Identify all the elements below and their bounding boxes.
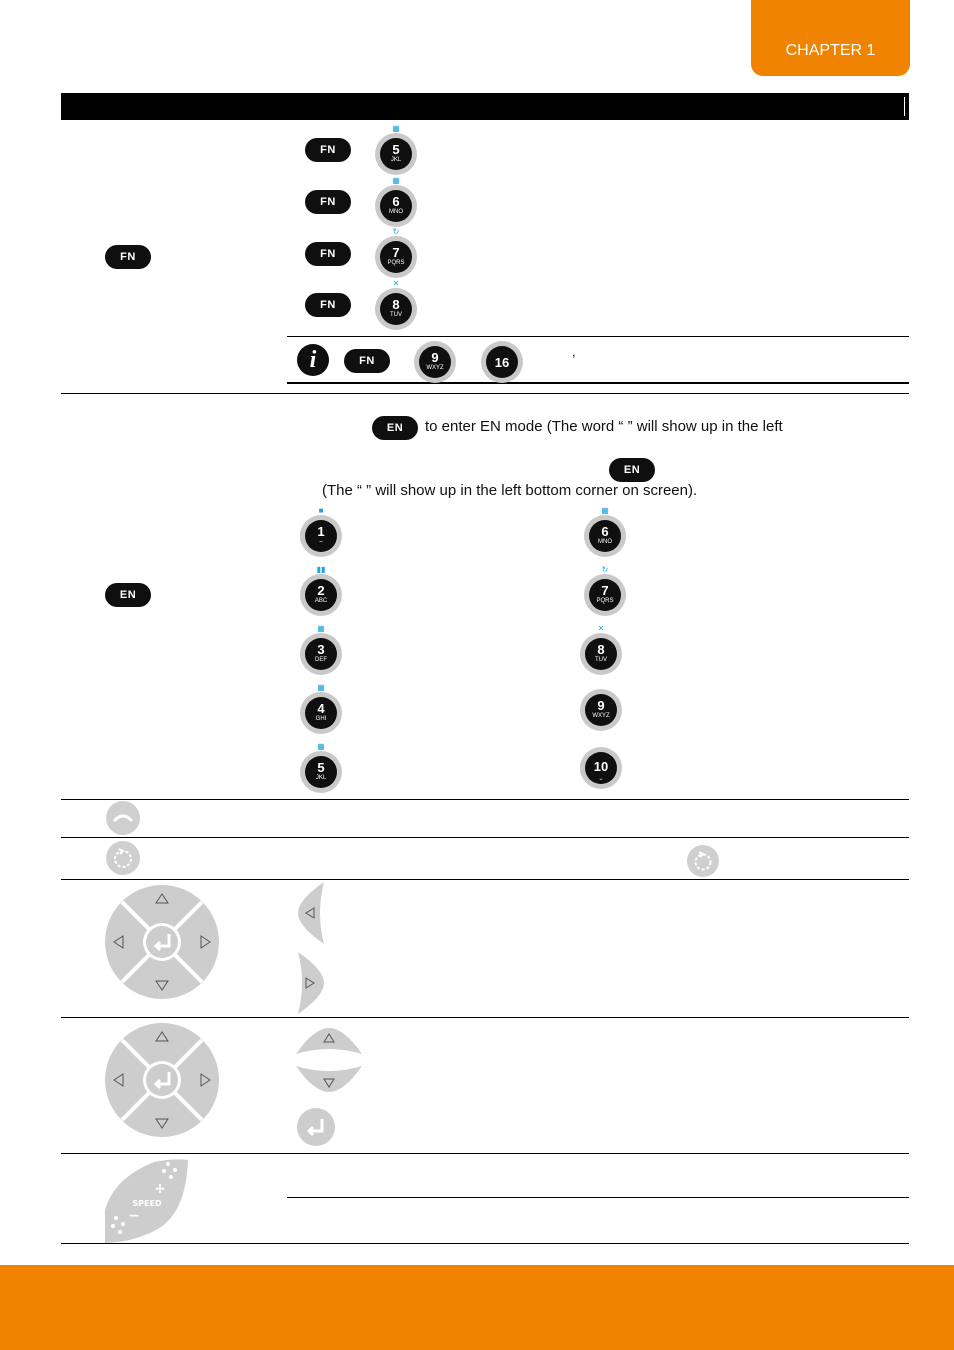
grid-icon: ▦: [317, 683, 325, 692]
speed-minus: −: [128, 1208, 140, 1224]
table-header-bar: [61, 93, 909, 120]
footer-bar: [0, 1265, 954, 1350]
chapter-label: CHAPTER 1: [785, 42, 876, 59]
right-key: [294, 950, 328, 1016]
left-key: [294, 880, 328, 946]
grid-icon: ▦: [601, 506, 609, 515]
divider-row-fn: [61, 393, 909, 394]
rotate-icon: ↻: [601, 565, 609, 574]
divider-speed-mid: [287, 1197, 909, 1198]
key-9: 9 WXYZ: [414, 341, 456, 383]
divider-row-call: [61, 837, 909, 838]
key-3: ▦ 3 DEF: [300, 633, 342, 675]
en-key: EN: [609, 458, 655, 482]
key-7: ↻ 7 PQRS: [375, 236, 417, 278]
power-button: [106, 841, 140, 875]
grid-icon: ▦: [317, 742, 325, 751]
divider-row-nav-lr: [61, 1017, 909, 1018]
expand-icon: ✕: [597, 624, 605, 633]
rotate-icon: ↻: [392, 227, 400, 236]
navigation-pad: [104, 1022, 220, 1138]
key-5: ▦ 5 JKL: [300, 751, 342, 793]
fn-key: FN: [305, 293, 351, 317]
speed-key: [104, 1158, 190, 1244]
key-8: ✕ 8 TUV: [375, 288, 417, 330]
power-button: [687, 845, 719, 877]
key-1: ■ 1 ⌣: [300, 515, 342, 557]
divider-row-en: [61, 799, 909, 800]
power-icon: [106, 841, 140, 875]
divider-fn-note-bottom: [287, 382, 909, 384]
fn-key: FN: [305, 138, 351, 162]
navigation-pad: [104, 884, 220, 1000]
en-instruction-line1: to enter EN mode (The word “ ” will show up in the left: [425, 418, 783, 435]
speed-label: SPEED: [132, 1199, 162, 1208]
fn-key: FN: [344, 349, 390, 373]
key-7: ↻ 7 PQRS: [584, 574, 626, 616]
power-icon: [687, 845, 719, 877]
note-comma: ,: [572, 344, 576, 359]
key-5: ▦ 5 JKL: [375, 133, 417, 175]
grid-icon: ▦: [392, 124, 400, 133]
divider-fn-note-top: [287, 336, 909, 337]
enter-key: [296, 1107, 336, 1147]
fn-key: FN: [105, 245, 151, 269]
key-16: 16: [481, 341, 523, 383]
key-4: ▦ 4 GHI: [300, 692, 342, 734]
chapter-tab: [751, 0, 910, 76]
divider-row-nav-ud: [61, 1153, 909, 1154]
key-8: ✕ 8 TUV: [580, 633, 622, 675]
info-icon: i: [297, 344, 329, 376]
grid-icon: ▦: [317, 624, 325, 633]
key-6: ▦ 6 MNO: [375, 185, 417, 227]
columns-icon: ▮▮: [316, 565, 326, 574]
grid-icon: ▦: [392, 176, 400, 185]
speed-plus: +: [154, 1181, 166, 1197]
call-end-button: [106, 801, 140, 835]
en-key: EN: [372, 416, 418, 440]
key-9: 9 WXYZ: [580, 689, 622, 731]
en-instruction-line3: (The “ ” will show up in the left bottom corner on screen).: [322, 482, 698, 499]
fn-key: FN: [305, 242, 351, 266]
expand-icon: ✕: [392, 279, 400, 288]
square-icon: ■: [318, 506, 324, 515]
down-key: [294, 1062, 364, 1096]
key-6: ▦ 6 MNO: [584, 515, 626, 557]
en-key: EN: [105, 583, 151, 607]
key-2: ▮▮ 2 ABC: [300, 574, 342, 616]
divider-row-power: [61, 879, 909, 880]
up-key: [294, 1024, 364, 1058]
key-10: 10 ⎵: [580, 747, 622, 789]
fn-key: FN: [305, 190, 351, 214]
hang-up-icon: [106, 801, 140, 835]
